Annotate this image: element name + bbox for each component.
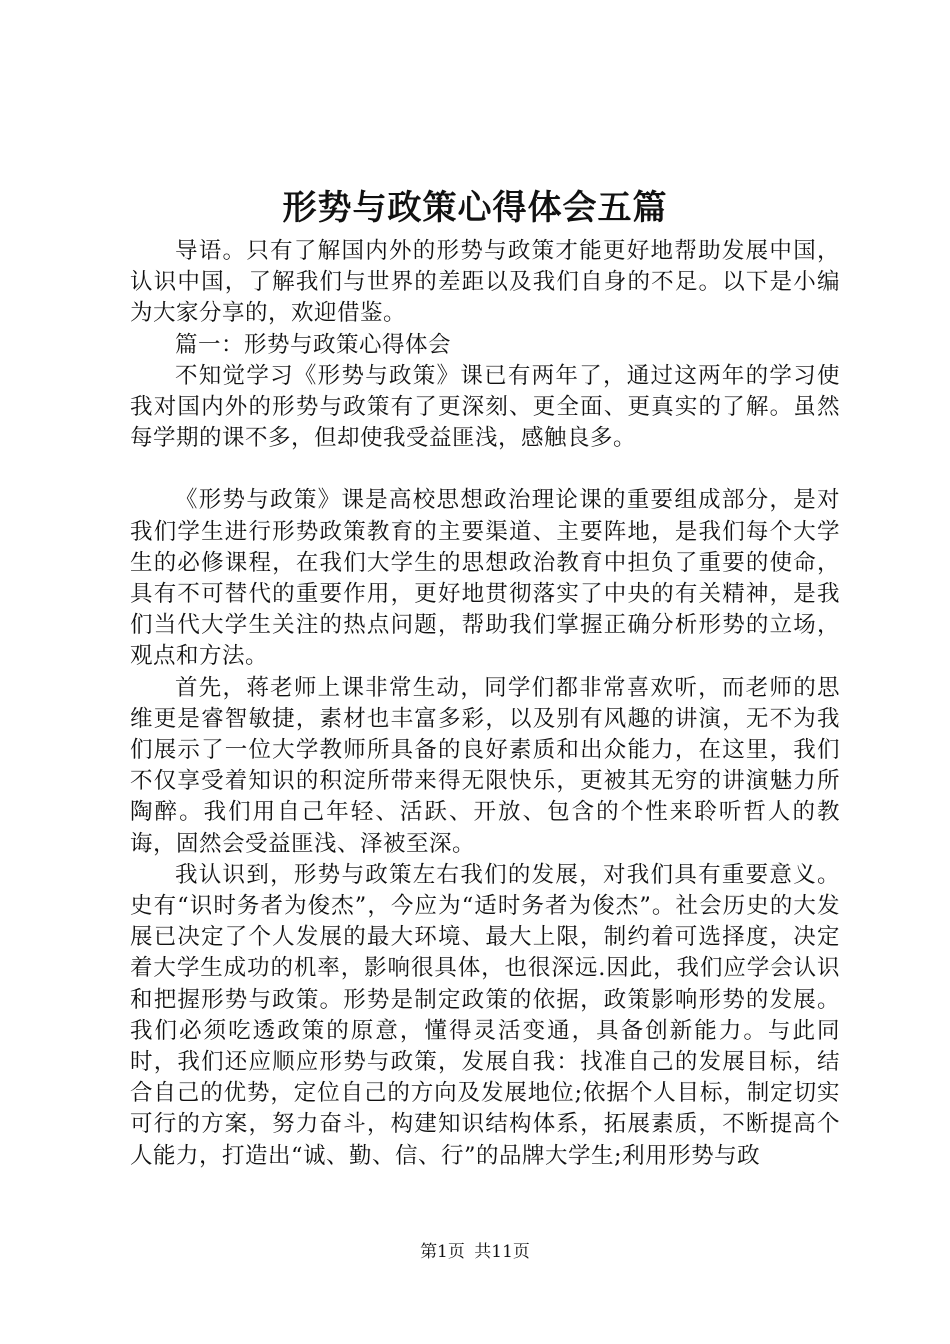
- paragraph-intro: 导语。只有了解国内外的形势与政策才能更好地帮助发展中国，认识中国，了解我们与世界的差距以及我们自身的不足。以下是小编为大家分享的，欢迎借鉴。: [130, 238, 840, 327]
- document-body: [130, 236, 840, 1172]
- paragraph-2: 《形势与政策》课是高校思想政治理论课的重要组成部分，是对我们学生进行形势政策教育的主要渠道、主要阵地，是我们每个大学生的必修课程，在我们大学生的思想政治教育中担负了重要的使命，具有不可替代的重要作用，更好地贯彻落实了中央的有关精神，是我们当代大学生关注的热点问题，帮助我们掌握正确分析形势的立场，观点和方法。: [130, 487, 840, 670]
- document-title: 形势与政策心得体会五篇: [282, 188, 668, 228]
- paragraph-4: 我认识到，形势与政策左右我们的发展，对我们具有重要意义。史有“识时务者为俊杰”，今应为“适时务者为俊杰”。社会历史的大发展已决定了个人发展的最大环境、最大上限，制约着可选择度，决定着大学生成功的机率，影响很具体，也很深远.因此，我们应学会认识和把握形势与政策。形势是制定政策的依据，政策影响形势的发展。我们必须吃透政策的原意，懂得灵活变通，具备创新能力。与此同时，我们还应顺应形势与政策，发展自我：找准自己的发展目标，结合自己的优势，定位自己的方向及发展地位;依据个人目标，制定切实可行的方案，努力奋斗，构建知识结构体系，拓展素质，不断提高个人能力，打造出“诚、勤、信、行”的品牌大学生;利用形势与政: [130, 861, 840, 1169]
- paragraph-1: 不知觉学习《形势与政策》课已有两年了，通过这两年的学习使我对国内外的形势与政策有了更深刻、更全面、更真实的了解。虽然每学期的课不多，但却使我受益匪浅，感触良多。: [130, 362, 840, 452]
- page-number: 第1页: [420, 1242, 465, 1262]
- page-footer: [0, 1240, 950, 1264]
- paragraph-spacer: [130, 454, 840, 485]
- section-heading-1: 篇一：形势与政策心得体会: [175, 331, 452, 358]
- page-total: 共11页: [474, 1242, 530, 1262]
- paragraph-3: 首先，蒋老师上课非常生动，同学们都非常喜欢听，而老师的思维更是睿智敏捷，素材也丰富多彩，以及别有风趣的讲演，无不为我们展示了一位大学教师所具备的良好素质和出众能力，在这里，我们不仅享受着知识的积淀所带来得无限快乐，更被其无穷的讲演魅力所陶醉。我们用自己年轻、活跃、开放、包含的个性来聆听哲人的教诲，固然会受益匪浅、泽被至深。: [130, 674, 840, 857]
